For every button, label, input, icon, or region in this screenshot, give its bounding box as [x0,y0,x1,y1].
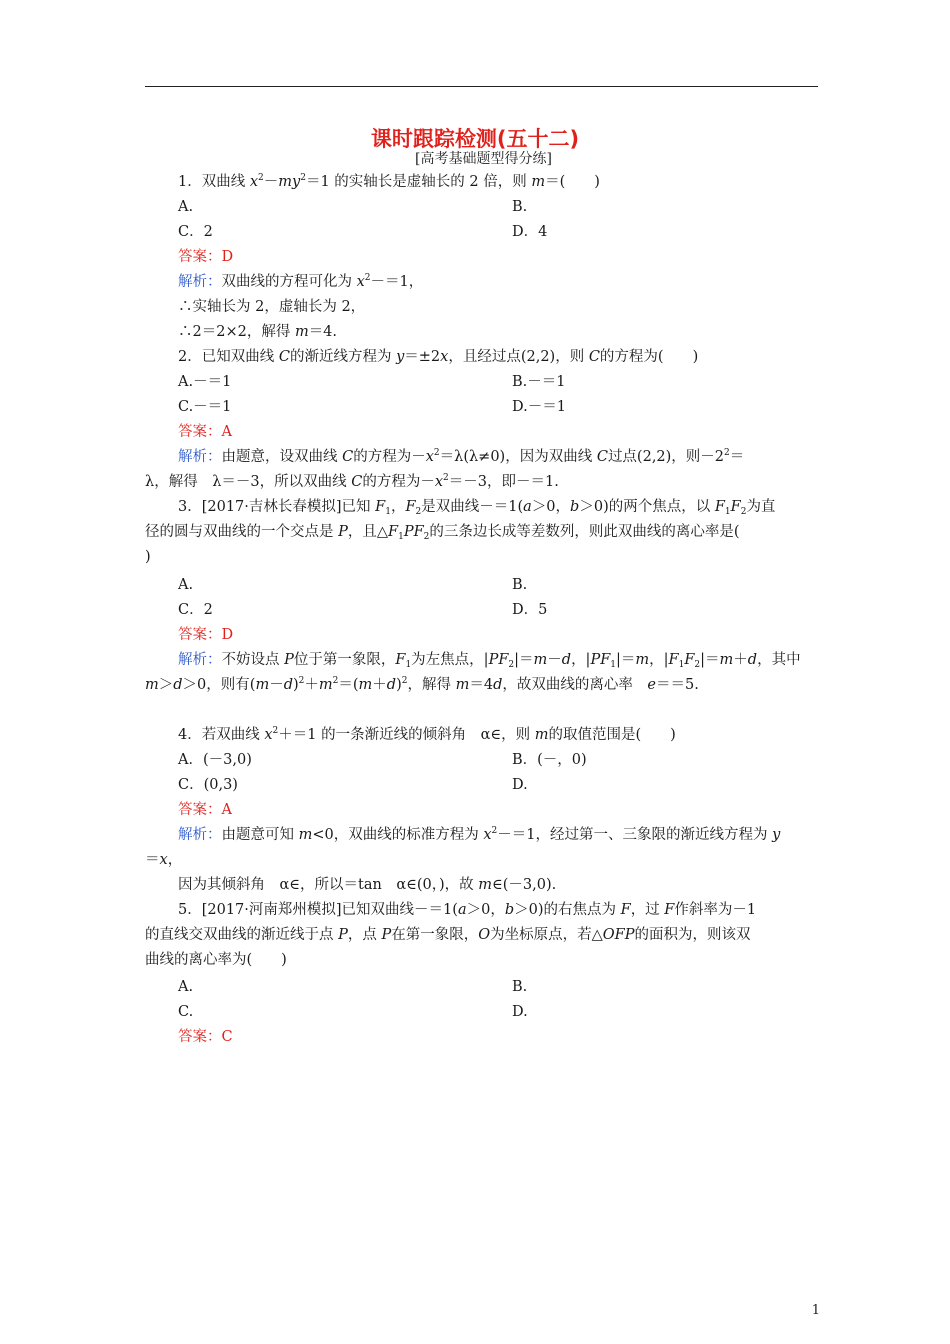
q4-option-a: A．(－3,0) [178,752,252,768]
q5-option-d: D. [512,1004,528,1020]
q3-explanation-2: m＞d＞0，则有$(m-d)^2+m^2=(m+d)^2$，解得 m＝4d，故双曲线的离心率 e＝＝5. [145,676,699,693]
q5-answer: 答案：C [178,1029,233,1045]
q4-explanation-1: 解析：由题意可知 m<0，双曲线的标准方程为 $x^2-=1$，经过第一、三象限的渐近线方程为 y [178,826,781,843]
q1-option-a: A. [178,199,194,215]
q4-explanation-3: 因为其倾斜角 α∈，所以＝tan α∈(0，)，故 m∈(－3,0). [178,877,557,893]
q2-option-c: C.－＝1 [178,399,232,415]
q4-option-c: C．(0,3) [178,777,238,793]
q1-explanation-2: ∴实轴长为 2，虚轴长为 2， [178,299,366,315]
page-subtitle: [高考基础题型得分练] [415,151,552,167]
q2-explanation-2: λ，解得 λ＝－3，所以双曲线 C的方程为$-x^2=-3$，即－＝1. [145,473,559,490]
q3-option-a: A. [178,577,194,593]
q2-option-d: D.－＝1 [512,399,566,415]
q1-explanation-3: ∴2＝2×2，解得 m＝4. [178,324,338,340]
q2-answer: 答案：A [178,424,232,440]
q5-stem-1: 5．[2017·河南郑州模拟]已知双曲线－＝1(a＞0，b＞0)的右焦点为 F，过 F作斜率为－1 [178,902,757,918]
q4-stem: 4．若双曲线 $x^2+=1$ 的一条渐近线的倾斜角 α∈，则 m的取值范围是( ) [178,726,676,743]
q4-option-b: B．(－，0) [512,752,587,768]
header-rule [145,86,818,87]
q1-option-c: C．2 [178,224,213,240]
q1-answer: 答案：D [178,249,234,265]
q5-option-a: A. [178,979,194,995]
q3-answer: 答案：D [178,627,234,643]
q1-stem: 1．双曲线 $x^2-my^2=1$ 的实轴长是虚轴长的 2 倍，则 m＝( ) [178,173,600,190]
q1-option-b: B. [512,199,528,215]
q4-answer: 答案：A [178,802,232,818]
q5-stem-2: 的直线交双曲线的渐近线于点 P，点 P在第一象限，O为坐标原点，若△OFP的面积为，则该双 [145,927,751,943]
q2-explanation-1: 解析：由题意，设双曲线 C的方程为$-x^2=\lambda(\lambda\ne 0)$，因为双曲线 C过点(2,2)，则$-2^2=$ [178,448,745,465]
q1-explanation-1: 解析：双曲线的方程可化为 $x^2-=1$， [178,273,424,290]
q3-option-d: D．5 [512,602,548,618]
q3-stem-3: ) [145,549,151,565]
q1-option-d: D．4 [512,224,548,240]
q3-explanation-1: 解析：不妨设点 P位于第一象限，$F_1$为左焦点，$|PF_2|=m-d$，$|PF_1|=m$，$|F_1F_2|=m+d$，其中 [178,652,801,670]
q2-option-b: B.－＝1 [512,374,566,390]
q5-stem-3: 曲线的离心率为( ) [145,952,287,968]
q4-option-d: D. [512,777,528,793]
q3-option-b: B. [512,577,528,593]
q3-stem-1: 3．[2017·吉林长春模拟]已知 $F_1$，$F_2$是双曲线－＝1(a＞0，b＞0)的两个焦点，以 $F_1F_2$为直 [178,499,776,517]
q2-option-a: A.－＝1 [178,374,232,390]
q3-option-c: C．2 [178,602,213,618]
q5-option-b: B. [512,979,528,995]
page-title: 课时跟踪检测(五十二) [370,127,580,151]
q5-option-c: C. [178,1004,194,1020]
page-number: 1 [811,1303,820,1318]
q3-stem-2: 径的圆与双曲线的一个交点是 P，且$\triangle F_1PF_2$的三条边长成等差数列，则此双曲线的离心率是( [145,524,740,542]
q2-stem: 2．已知双曲线 C的渐近线方程为 y＝±2x，且经过点(2,2)，则 C的方程为( ) [178,349,699,365]
q4-explanation-2: ＝x， [145,852,183,868]
